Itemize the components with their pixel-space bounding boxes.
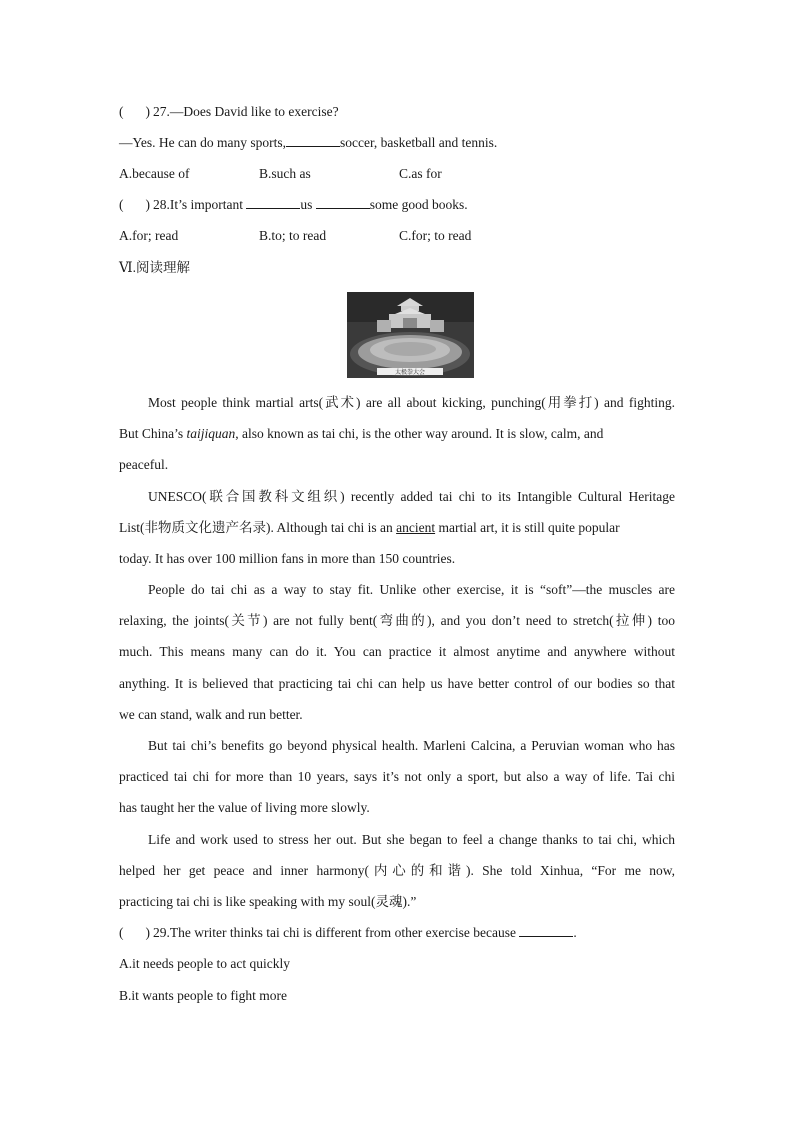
answer-blank[interactable]	[246, 196, 300, 209]
underlined-word: ancient	[396, 520, 436, 535]
question-29-option-b[interactable]: B.it wants people to fight more	[119, 988, 287, 1003]
question-27-reply: —Yes. He can do many sports, soccer, basketball and tennis.	[119, 135, 498, 150]
p5-line-1: Life and work used to stress her out. But she began to feel a change thanks to tai chi, which	[148, 832, 675, 847]
question-28: ( ) 28.It’s important us some good books.	[119, 197, 468, 212]
p5-line-2: helped her get peace and inner harmony(内心的和谐). She told Xinhua, “For me now,	[119, 863, 675, 878]
answer-paren[interactable]: ( )	[119, 925, 150, 940]
p4-line-3: has taught her the value of living more slowly.	[119, 800, 370, 815]
p3-line-5: we can stand, walk and run better.	[119, 707, 303, 722]
option-a[interactable]: A.because of	[119, 166, 190, 181]
p4-line-1: But tai chi’s benefits go beyond physical health. Marleni Calcina, a Peruvian woman who has	[148, 738, 675, 753]
p3-line-2: relaxing, the joints(关节) are not fully bent(弯曲的), and you don’t need to stretch(拉伸) too	[119, 613, 675, 628]
answer-blank[interactable]	[286, 134, 340, 147]
p5-line-3: practicing tai chi is like speaking with my soul(灵魂).”	[119, 894, 417, 909]
photo-banner-text: 太极拳大会	[394, 369, 426, 376]
p1-line-1: Most people think martial arts(武术) are all about kicking, punching(用拳打) and fighting.	[148, 395, 675, 410]
question-28-options	[119, 227, 675, 245]
question-29: ( ) 29.The writer thinks tai chi is different from other exercise because .	[119, 925, 577, 940]
tai-chi-gathering-image	[347, 292, 474, 378]
option-b[interactable]: B.to; to read	[259, 228, 327, 243]
p3-line-1: People do tai chi as a way to stay fit. Unlike other exercise, it is “soft”—the muscles are	[148, 582, 675, 597]
p4-line-2: practiced tai chi for more than 10 years, says it’s not only a sport, but also a way of life. Tai chi	[119, 769, 675, 784]
p3-line-4: anything. It is believed that practicing tai chi can help us have better control of our bodies so that	[119, 676, 675, 691]
question-29-option-a[interactable]: A.it needs people to act quickly	[119, 956, 290, 971]
p3-line-3: much. This means many can do it. You can practice it almost anytime and anywhere without	[119, 644, 675, 659]
option-a[interactable]: A.for; read	[119, 228, 179, 243]
answer-paren[interactable]: ( )	[119, 197, 150, 212]
option-c[interactable]: C.for; to read	[399, 228, 472, 243]
answer-paren[interactable]: ( )	[119, 104, 150, 119]
p2-line-1: UNESCO(联合国教科文组织) recently added tai chi to its Intangible Cultural Heritage	[148, 489, 675, 504]
option-b[interactable]: B.such as	[259, 166, 311, 181]
question-27	[119, 103, 675, 121]
section-title: Ⅵ.阅读理解	[119, 260, 190, 275]
question-27-stem: 27.—Does David like to exercise?	[153, 104, 339, 119]
option-c[interactable]: C.as for	[399, 166, 442, 181]
answer-blank[interactable]	[519, 924, 573, 937]
question-27-options	[119, 165, 675, 183]
p2-line-2: List(非物质文化遗产名录). Although tai chi is an ancient martial art, it is still quite popular	[119, 520, 620, 535]
p1-line-3: peaceful.	[119, 457, 169, 472]
answer-blank[interactable]	[316, 196, 370, 209]
p1-line-2: But China’s taijiquan, also known as tai chi, is the other way around. It is slow, calm, and	[119, 426, 604, 441]
p2-line-3: today. It has over 100 million fans in more than 150 countries.	[119, 551, 456, 566]
tai-chi-photo	[347, 292, 474, 378]
